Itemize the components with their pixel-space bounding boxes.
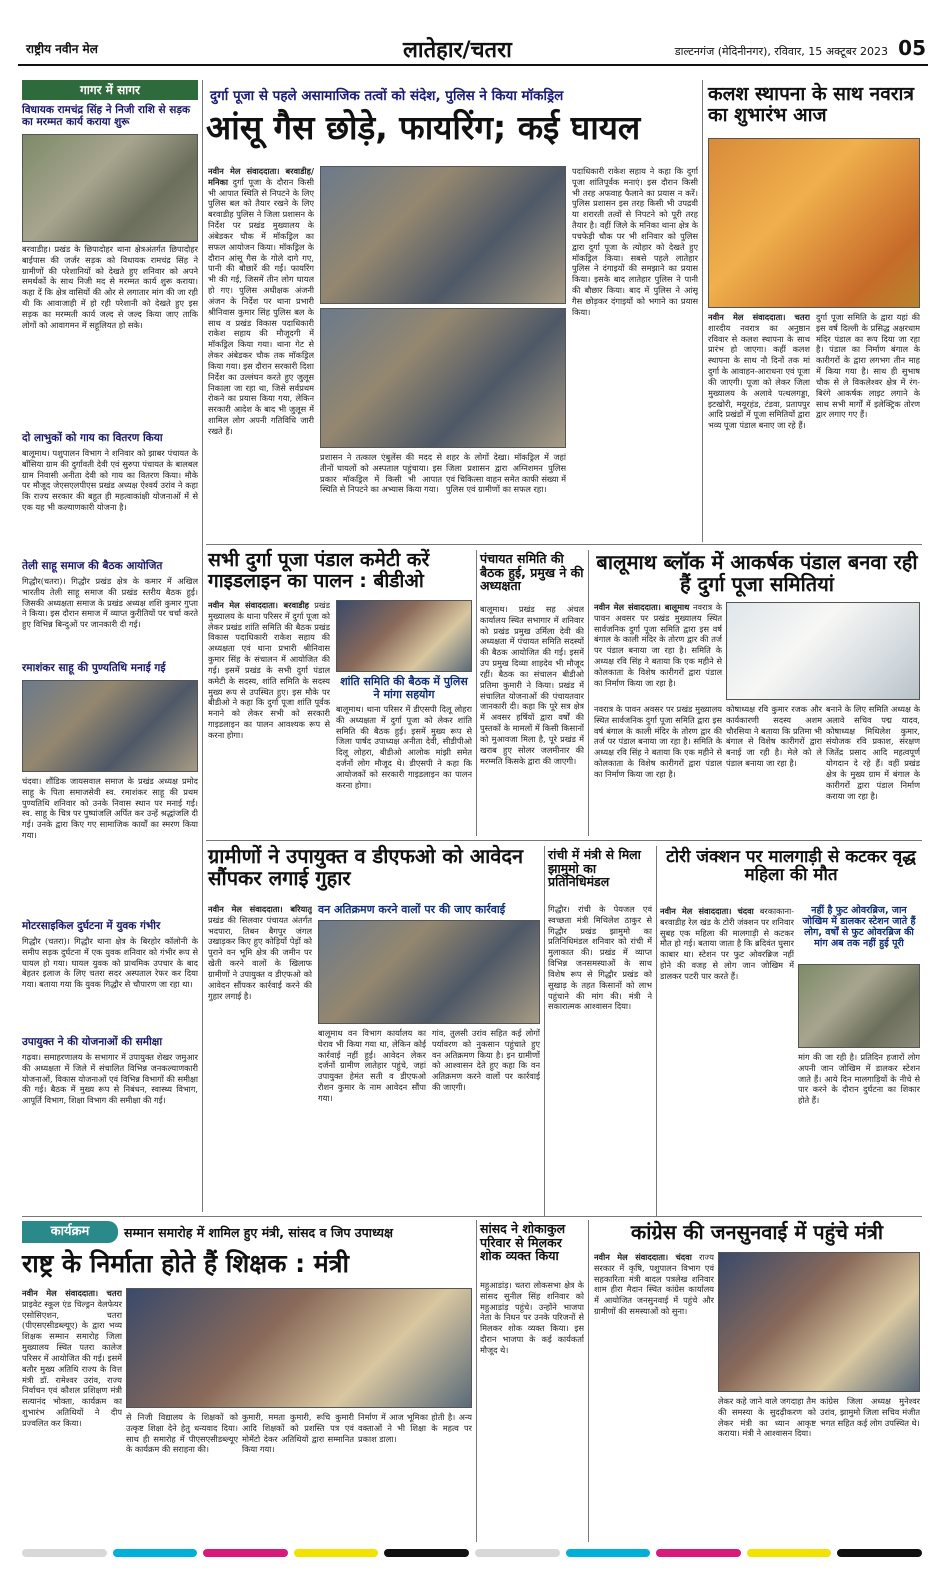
samman-photo	[126, 1288, 472, 1408]
sidebar-headline: दो लाभुकों को गाय का वितरण किया	[22, 432, 163, 444]
saansad-body: महुआडांड़। चतरा लोकसभा क्षेत्र के सांसद सुनील सिंह शनिवार को महुआडांड़ पहुंचे। उन्होंने भाजपा नेता के निधन पर उनके परिजनों से मिलकर शोक व्यक्त किया। इस दौरान भाजपा के कई कार्यकर्ता मौजूद थे।	[480, 1280, 584, 1355]
sidebar-photo-tribute	[22, 680, 198, 772]
sidebar-banner: गागर में सागर	[22, 80, 198, 100]
lead-photo-police	[320, 308, 566, 448]
samman-body: से निजी विद्यालय के शिक्षकों को उत्कृष्ट शिक्षा देने हेतु धन्यवाद दिया। साथ ही समारोह में पीएसएसीडब्ल्यूए के कार्यक्रम की सराहना की।	[126, 1412, 238, 1455]
sidebar-headline: तेली साहू समाज की बैठक आयोजित	[22, 560, 163, 572]
committee-headline: सभी दुर्गा पूजा पंडाल कमेटी करें गाइडलाइन का पालन : बीडीओ	[208, 549, 430, 592]
samman-body: नवीन मेल संवाददाता। चतरा प्राइवेट स्कूल एंड चिल्ड्रन वेलफेयर एसोसिएशन, चतरा (पीएसएसीडब्ल्यूए) के द्वारा भव्य शिक्षक सम्मान समारोह जिला मुख्यालय स्थित पतरा कालेज परिसर में आयोजित की गई। इसमें बतौर मुख्य अतिथि राज्य के वित्त मंत्री डॉ. रामेश्वर उरांव, राज्य निर्वाचन एवं कौशल प्रशिक्षण मंत्री सत्यानंद भोक्ता, कार्यक्रम का शुभारंभ अतिथियों ने दीप प्रज्वलित कर किया।	[22, 1288, 122, 1428]
tori-body: मांग की जा रही है। प्रतिदिन हजारों लोग अपनी जान जोखिम में डालकर स्टेशन जाते हैं। आये दिन मालगाड़ियों के नीचे से पार करने के दौरान दुर्घटना का शिकार होते हैं।	[798, 1052, 920, 1106]
gramin-headline: ग्रामीणों ने उपायुक्त व डीएफओ को आवेदन सौंपकर लगाई गुहार	[208, 844, 524, 890]
registration-swatch	[113, 1549, 198, 1557]
committee-photo-caption: शांति समिति की बैठक में पुलिस ने मांगा सहयोग	[340, 675, 468, 701]
balumath-body: कोषाध्यक्ष रवि कुमार रजक और कार्यकारणी सदस्य अशम चौरसिया ने बताया कि प्रतिमा भी बंगाल से विशेष कारीगरों द्वारा बनाई जा रही है। मेले को ले पंडाल बनाया जा रहा है।	[726, 704, 822, 769]
dateline: डाल्टनगंज (मेदिनीनगर), रविवार, 15 अक्टूबर 2023	[674, 45, 888, 58]
sidebar-body: चंदवा। शौंडिक जायसवाल समाज के प्रखंड अध्यक्ष प्रमोद साहू के पिता समाजसेवी स्व. रमाशंकर साहू की प्रथम पुण्यतिथि शनिवार को उनके निवास स्थान पर मनाई गई। स्व. साहू के चित्र पर पुष्पांजलि अर्पित कर उन्हें श्रद्धांजलि दी गई। उनके द्वारा किए गए सामाजिक कार्यों का स्मरण किया गया।	[22, 776, 198, 841]
section-title: लातेहार/चतरा	[403, 38, 512, 63]
gramin-photo	[318, 920, 540, 1024]
registration-swatch	[294, 1549, 379, 1557]
sidebar-headline: मोटरसाइकिल दुर्घटना में युवक गंभीर	[22, 920, 161, 932]
committee-body: बालूमाथ। थाना परिसर में डीएसपी दिलू लोहरा की अध्यक्षता में दुर्गा पूजा को लेकर शांति समिति की बैठक हुई। इसमें मुख्य रूप से जिला पार्षद उपाध्यक्ष अनीता देवी, सीडीपीओ दिलू लोहरा, बीडीओ आलोक मांझी समेत दर्जनों लोग मौजूद थे। डीएसपी ने कहा कि आयोजकों को सरकारी गाइडलाइन का पालन करना होगा।	[336, 704, 472, 790]
balumath-photo-pandal	[726, 602, 920, 700]
registration-swatch	[22, 1549, 107, 1557]
panchayat-headline: पंचायत समिति की बैठक हुई, प्रमुख ने की अध्यक्षता	[480, 551, 584, 593]
sidebar-body: गिद्धौर (चतरा)। गिद्धौर थाना क्षेत्र के बिरहोर कॉलोनी के समीप सड़क दुर्घटना में एक युवक शनिवार को गंभीर रूप से घायल हो गया। घायल युवक को प्राथमिक उपचार के बाद बेहतर इलाज के लिए चतरा सदर अस्पताल रेफर कर दिया गया। बताया गया कि युवक गिद्धौर से चौपारण जा रहा था।	[22, 936, 198, 990]
congress-headline: कांग्रेस की जनसुनवाई में पहुंचे मंत्री	[630, 1220, 884, 1244]
tori-headline: टोरी जंक्शन पर मालगाड़ी से कटकर वृद्ध महिला की मौत	[666, 847, 916, 886]
lead-body: शहर के लोगों देखा। मॉकड्रिल में जहां जिला प्रशासन द्वारा अग्निशमन पुलिस एवं चिकित्सा वाहन समेत काफी संख्या में पुलिस एवं ग्रामीणों का सफल रहा।	[446, 452, 566, 495]
lead-kicker: दुर्गा पूजा से पहले असामाजिक तत्वों को संदेश, पुलिस ने किया मॉकड्रिल	[210, 88, 564, 104]
lead-headline: आंसू गैस छोड़े, फायरिंग; कई घायल	[206, 108, 641, 147]
committee-photo	[336, 600, 472, 672]
sidebar-body: बरवाडीह। प्रखंड के छिपादोहर थाना क्षेत्रअंतर्गत छिपादोहर बाईपास की जर्जर सड़क को विधायक रामचंद्र सिंह ने ग्रामीणों की परेशानियों को देखते हुए शनिवार को अपने समर्थकों के साथ निजी मद से मरम्मत कार्य शुरू कराया। कहा दें कि क्षेत्र वासियों की ओर से लगातार मांग की जा रही थी कि आवाजाही में हो रही परेशानी को देखते हुए इस सड़क का मरम्मती कार्य जल्द से जल्द किया जाए ताकि लोगों को आवागमन में सहूलियत हो सके।	[22, 244, 198, 330]
sidebar-body: गिद्धौर(चतरा)। गिद्धौर प्रखंड क्षेत्र के कमार में अखिल भारतीय तेली साहू समाज की प्रखंड स्तरीय बैठक हुई। जिसकी अध्यक्षता समाज के प्रखंड अध्यक्ष शशि कुमार गुप्ता ने किया। इस दौरान समाज में व्याप्त कुरीतियों पर चर्चा करते हुए विभिन्न बिन्दुओं पर जानकारी दी गई।	[22, 576, 198, 630]
registration-swatch	[747, 1549, 832, 1557]
kalash-headline: कलश स्थापना के साथ नवरात्र का शुभारंभ आज	[708, 83, 914, 126]
gramin-body: बालूमाथ वन विभाग कार्यालय का घेराव भी किया गया था, लेकिन कोई कार्रवाई नहीं हुई। आवेदन लेकर दर्जनों ग्रामीण लातेहार पहुंचे, जहां उपायुक्त हेमंत सती व डीएफओ रौशन कुमार के नाम आवेदन सौंपा गया।	[318, 1028, 426, 1103]
saansad-headline: सांसद ने शोकाकुल परिवार से मिलकर शोक व्यक्त किया	[480, 1221, 566, 1263]
committee-body: नवीन मेल संवाददाता। बरवाडीह प्रखंड मुख्यालय के थाना परिसर में दुर्गा पूजा को लेकर प्रखंड शांति समिति की बैठक प्रखंड विकास पदाधिकारी राकेश सहाय की अध्यक्षता एवं थाना प्रभारी श्रीनिवास कुमार सिंह के संचालन में आयोजित की गई। इसमें प्रखंड के सभी दुर्गा पंडाल कमेटी के सदस्य, शांति समिति के सदस्य मुख्य रूप से उपस्थित हुए। इस मौके पर बीडीओ ने कहा कि दुर्गा पूजा शांति पूर्वक मनाने को लेकर सभी को सरकारी गाइडलाइन का पालन आवश्यक रूप से करना होगा।	[208, 600, 330, 740]
registration-swatch	[656, 1549, 741, 1557]
kalash-body: दुर्गा पूजा समिति के द्वारा यहां की इस वर्ष दिल्ली के प्रसिद्ध अक्षरधाम मंदिर पंडाल का रूप दिया जा रहा है। पंडाल का निर्माण बंगाल के कारीगरों के द्वारा लगभग तीन माह में किया गया है। साथ ही सुभाष चौक से ले विकलेश्वर क्षेत्र में रंग-बिरंगे आकर्षक लाइट लगाने के साथ सभी मार्गों में इलेक्ट्रिक तोरण द्वार लगाए गए हैं।	[816, 312, 920, 420]
samman-body: निर्माण में आज भूमिका होती है। अन्य वक्ताओं ने भी शिक्षा के महत्व पर प्रकाश डाला।	[358, 1412, 472, 1444]
section-tag: कार्यक्रम	[22, 1221, 118, 1243]
congress-body: लेकर कहे जाने वाले जगदाहा तैम की समस्या के सुदढ़ीकरण को लेकर मंत्री का ध्यान आकृष्ट कराया। मंत्री ने आश्वासन दिया।	[718, 1396, 816, 1439]
lead-body: नवीन मेल संवाददाता। बरवाडीह/मनिका दुर्गा पूजा के दौरान किसी भी आपात स्थिति से निपटने के लिए पुलिस बल को तैयार रखने के लिए बरवाडीह पुलिस ने जिला प्रशासन के निर्देश पर प्रखंड मुख्यालय के अंबेडकर चौक में मॉकड्रिल का सफल आयोजन किया। मॉकड्रिल के दौरान आंसू गैस के गोले दागे गए, पानी की बौछारें की गईं। फायरिंग भी की गई, जिसमें तीन लोग घायल हो गए। पुलिस अधीक्षक अंजनी अंजन के निर्देश पर थाना प्रभारी श्रीनिवास कुमार सिंह पुलिस बल के साथ व प्रखंड विकास पदाधिकारी राकेश सहाय की मौजूदगी में मॉकड्रिल किया गया। थाना गेट से लेकर अंबेडकर चौक तक मॉकड्रिल किया गया। इस दौरान सरकारी दिशा निर्देश का उल्लंघन करते हुए जुलूस निकाला जा रहा था, जिसे सर्वप्रथम रोकने का प्रयास किया गया, लेकिन सरकारी आदेश के बाद भी जुलूस में शामिल लोग अपनी गतिविधि जारी रखते हैं।	[208, 166, 314, 436]
balumath-body: बनाने के लिए समिति अध्यक्ष के अलावे सचिव पद्म यादव, कोषाध्यक्ष मिथिलेश कुमार, संयोजक रवि प्रकाश, संरक्षण जितेंद्र प्रसाद आदि महत्वपूर्ण योगदान दे रहे हैं। वहीं प्रखंड क्षेत्र के मुख्य ग्राम में बंगाल के कारीगरों द्वारा पंडाल निर्माण कराया जा रहा है।	[826, 704, 920, 801]
panchayat-body: बालूमाथ। प्रखंड सह अंचल कार्यालय स्थित सभागार में शनिवार को प्रखंड प्रमुख उर्मिला देवी की अध्यक्षता में पंचायत समिति सदस्यों की बैठक आयोजित की गई। इसमें उप प्रमुख दिव्या शाहदेव भी मौजूद रहीं। बैठक का संचालन बीडीओ प्रतिमा कुमारी ने किया। प्रखंड में संचालित योजनाओं की पंचायतवार जानकारी दी। कहा कि पूरे सत्र क्षेत्र में अवसर हर्षियों द्वारा वर्षों की पुस्तकों के मामलों में किसी किसानों को मुआवजा मिला है, पूरे प्रखंड में खराब हुए सोलर जलमीनार की मरम्मति किसके द्वारा की जाएगी।	[480, 604, 584, 766]
registration-color-bar	[22, 1549, 922, 1557]
lead-photo-mockdrill	[320, 166, 566, 304]
masthead	[18, 34, 928, 66]
lead-body: पदाधिकारी राकेश सहाय ने कहा कि दुर्गा पूजा शांतिपूर्वक मनाएं। इस दौरान किसी भी तरह अफवाह फैलाने का प्रयास न करें। पुलिस प्रशासन इस तरह किसी भी उपद्रवी या शरारती तत्वों से निपटने को पूरी तरह तैयार है। वहीं जिले के मनिका थाना क्षेत्र के पचफेड़ी चौक पर भी शनिवार को पुलिस द्वारा दुर्गा पूजा के त्योहार को देखते हुए मॉकड्रिल किया। सबसे पहले लातेहार पुलिस ने दंगाइयों की समझाने का प्रयास किया। इसके बाद लातेहार पुलिस ने पानी की बौछार किया। बाद में पुलिस ने आंसू गैस छोड़कर दंगाइयों को भगाने का प्रयास किया।	[572, 166, 698, 317]
registration-swatch	[837, 1549, 922, 1557]
registration-swatch	[566, 1549, 651, 1557]
page-number: 05	[898, 36, 926, 60]
tori-photo-railway	[798, 964, 920, 1048]
tori-subhead: नहीं है फुट ओवरब्रिज, जान जोखिम में डालकर स्टेशन जाते हैं लोग, वर्षों से फुट ओवरब्रिज की मांग अब तक नहीं हुई पूरी	[802, 905, 916, 949]
congress-body: कांग्रेस जिला अध्यक्ष मुनेश्वर उरांव, झामुमो जिला सचिव मंजीत भगत सहित कई लोग उपस्थित थे।	[820, 1396, 920, 1428]
samman-headline: राष्ट्र के निर्माता होते हैं शिक्षक : मंत्री	[22, 1249, 350, 1278]
sidebar-body: गढ़वा। समाहरणालय के सभागार में उपायुक्त शेखर जमुआर की अध्यक्षता में जिले में संचालित विभिन्न जनकल्याणकारी योजनाओं, विकास योजनाओं एवं विभिन्न विभागों की समीक्षा की गई। बैठक में मुख्य रूप से निबंधन, स्वास्थ्य विभाग, आपूर्ति विभाग, शिक्षा विभाग की समीक्षा की गई।	[22, 1052, 198, 1106]
sidebar-body: बालूमाथ। पशुपालन विभाग ने शनिवार को झाबर पंचायत के बाँसिया ग्राम की दुर्गावती देवी एवं सुरुपा पंचायत के बालबल ग्राम निवासी अनीता देवी को गाय का वितरण किया। मौके पर मौजूद जेएसएलपीएस प्रखंड अध्यक्ष ऐश्वर्य उरांव ने कहा कि राज्य सरकार की बहुत ही महत्वाकांक्षी योजनाओं में से एक यह भी कल्याणकारी योजना है।	[22, 448, 198, 513]
registration-swatch	[475, 1549, 560, 1557]
samman-body: कुमारी, ममता कुमारी, रूचि कुमारी आदि शिक्षकों को प्रशस्ति पत्र एवं मोमेंटो देकर अतिथियों द्वारा सम्मानित किया गया।	[242, 1412, 354, 1455]
congress-photo	[718, 1252, 920, 1392]
balumath-headline: बालूमाथ ब्लॉक में आकर्षक पंडाल बनवा रही हैं दुर्गा पूजा समितियां	[596, 550, 918, 596]
registration-swatch	[384, 1549, 469, 1557]
ranchi-body: गिद्धौर। रांची के पेयजल एवं स्वच्छता मंत्री मिथिलेश ठाकुर से गिद्धौर प्रखंड झामुमो का प्रतिनिधिमंडल शनिवार को रांची में मुलाकात की। प्रखंड में व्याप्त विभिन्न जनसमस्याओं के साथ विशेष रूप से गिद्धौर प्रखंड को सुखाड़ के तहत किसानों को लाभ पहुंचाने की मांग की। मंत्री ने सकारात्मक आश्वासन दिया।	[548, 904, 652, 1012]
lead-body: प्रशासन ने तत्काल एंबुलेंस की मदद से तीनों घायलों को अस्पताल पहुंचाया। इस प्रकार मॉकड्रिल में किसी भी आपात स्थिति से निपटने का अभ्यास किया गया।	[320, 452, 442, 495]
balumath-body: नवीन मेल संवाददाता। बालूमाथ नवरात्र के पावन अवसर पर प्रखंड मुख्यालय स्थित सार्वजनिक दुर्गा पूजा समिति द्वारा इस वर्ष बंगाल के काली मंदिर के तोरण द्वार की तर्ज पर पंडाल बनाया जा रहा है। समिति के अध्यक्ष रवि सिंह ने बताया कि एक महीने से कोलकाता के विशेष कारीगरों द्वारा पंडाल का निर्माण किया जा रहा है।	[594, 602, 722, 688]
samman-kicker: सम्मान समारोह में शामिल हुए मंत्री, सांसद व जिप उपाध्यक्ष	[124, 1225, 393, 1240]
kalash-body: नवीन मेल संवाददाता। चतरा शारदीय नवरात्र का अनुष्ठान रविवार से कलश स्थापना के साथ प्रारंभ हो जाएगा। कहीं कलश स्थापना के साथ नौ दिनों तक मां दुर्गा के आवाहन-आराधना एवं पूजा की जाएगी। पूजा को लेकर जिला मुख्यालय के अलावे पत्थलगड्डा, इटखोरी, मयूरहंड, टंडवा, प्रतापपुर आदि प्रखंडों में पूजा समितियों द्वारा भव्य पूजा पंडाल बनाए जा रहे हैं।	[708, 312, 810, 431]
ranchi-headline: रांची में मंत्री से मिला झामुमो का प्रतिनिधिमंडल	[548, 847, 641, 889]
gramin-body: गांव, तुलसी उरांव सहित कई लोगों पर्यावरण को नुकसान पहुंचाते हुए वन अतिक्रमण किया है। इन ग्रामीणों को आश्वासन देते हुए कहा कि वन अतिक्रमण करने वालों पर कार्रवाई की जाएगी।	[432, 1028, 540, 1093]
gramin-subhead: वन अतिक्रमण करने वालों पर की जाए कार्रवाई	[318, 903, 506, 916]
tori-body: नवीन मेल संवाददाता। चंदवा बरकाकाना-बरवाडीह रेल खंड के टोरी जंक्शन पर शनिवार सुबह एक महिला की मालगाड़ी से कटकर मौत हो गई। बताया जाता है कि ब्रदिवंत घुसार काबार था। स्टेशन पर फुट ओवरब्रिज नहीं होने की वजह से लोग जान जोखिम में डालकर पटरी पार करते हैं।	[660, 906, 794, 981]
balumath-body: नवरात्र के पावन अवसर पर प्रखंड मुख्यालय स्थित सार्वजनिक दुर्गा पूजा समिति द्वारा इस वर्ष बंगाल के काली मंदिर के तोरण द्वार की तर्ज पर पंडाल बनाया जा रहा है। समिति के अध्यक्ष रवि सिंह ने बताया कि एक महीने से कोलकाता के विशेष कारीगरों द्वारा पंडाल का निर्माण किया जा रहा है।	[594, 704, 722, 779]
congress-body: नवीन मेल संवाददाता। चंदवा राज्य सरकार में कृषि, पशुपालन विभाग एवं सहकारिता मंत्री बादल पत्रलेख शनिवार शाम हीरा मैदान स्थित कांग्रेस कार्यालय में आयोजित जनसुनवाई में पहुंचे और ग्रामीणों की समस्याओं को सुना।	[594, 1252, 714, 1317]
kalash-photo-temple	[708, 138, 920, 308]
sidebar-headline: रमाशंकर साहू की पुण्यतिथि मनाई गई	[22, 662, 166, 674]
gramin-body: नवीन मेल संवाददाता। बरियातू प्रखंड की सिलवार पंचायत अंतर्गत भदपारा, तिबन बैगपुर जंगल उखाड़कर किए हुए कोड़ियों पेड़ों को पुराने वन भूमि क्षेत्र की जमीन पर खेती करने वालों के खिलाफ ग्रामीणों ने उपायुक्त व डीएफओ को आवेदन सौंपकर कार्रवाई करने की गुहार लगाई है।	[208, 904, 312, 1001]
sidebar-headline: विधायक रामचंद्र सिंह ने निजी राशि से सड़क का मरम्मत कार्य कराया शुरू	[22, 104, 191, 129]
registration-swatch	[203, 1549, 288, 1557]
sidebar-headline: उपायुक्त ने की योजनाओं की समीक्षा	[22, 1036, 163, 1048]
sidebar-photo-road	[22, 134, 198, 242]
brand-logo: राष्ट्रीय नवीन मेल	[26, 42, 98, 56]
